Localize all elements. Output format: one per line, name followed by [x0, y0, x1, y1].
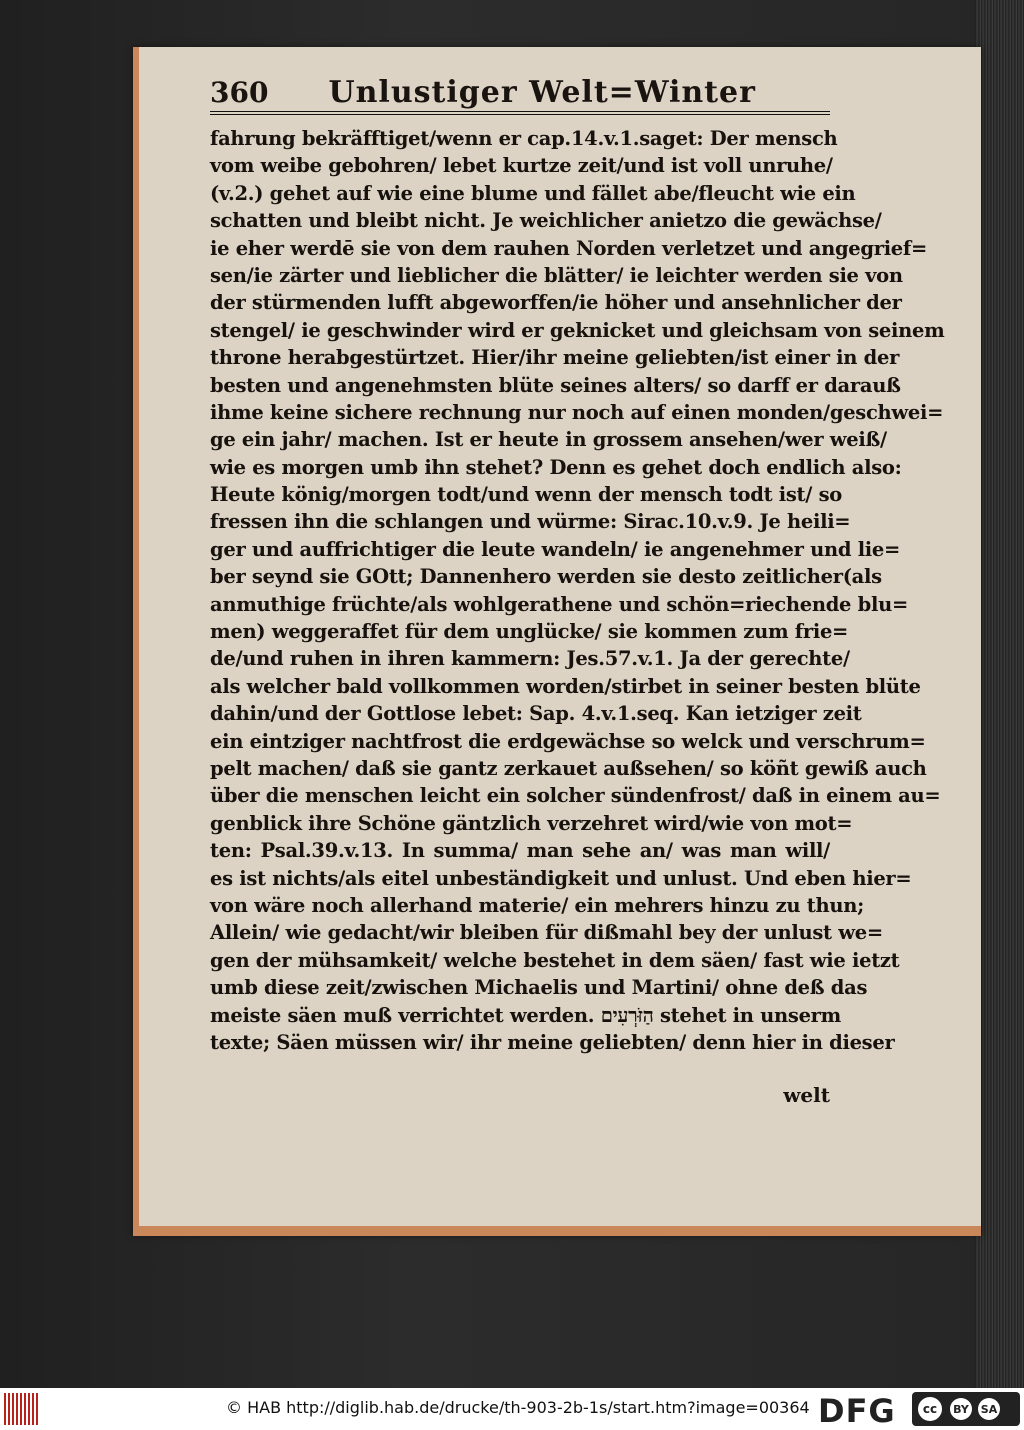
text-line: umb diese zeit/zwischen Michaelis und Martini/ ohne deß das — [210, 976, 868, 1000]
text-line: meiste säen muß verrichtet werden. הַזֹּרְעִים stehet in unserm — [210, 1003, 841, 1027]
page-header — [210, 75, 830, 115]
text-line: besten und angenehmsten blüte seines alters/ so darff er darauß — [210, 373, 901, 397]
text-line: als welcher bald vollkommen worden/stirbet in seiner besten blüte — [210, 674, 921, 698]
viewer-footer — [0, 1388, 1024, 1430]
text-line: de/und ruhen in ihren kammern: Jes.57.v.1. Ja der gerechte/ — [210, 647, 850, 671]
text-line: ger und auffrichtiger die leute wandeln/ ie angenehmer und lie= — [210, 537, 901, 561]
text-line: fressen ihn die schlangen und würme: Sirac.10.v.9. Je heili= — [210, 510, 851, 534]
text-line: (v.2.) gehet auf wie eine blume und fället abe/fleucht wie ein — [210, 181, 856, 205]
text-line: ein eintziger nachtfrost die erdgewächse so welck und verschrum= — [210, 729, 926, 753]
text-line: ten: Psal.39.v.13. In summa/ man sehe an/ was man will/ — [210, 839, 830, 863]
text-line: wie es morgen umb ihn stehet? Denn es gehet doch endlich also: — [210, 455, 902, 479]
text-line: gen der mühsamkeit/ welche bestehet in dem säen/ fast wie ietzt — [210, 948, 900, 972]
text-line: ie eher werdē sie von dem rauhen Norden verletzet und angegrief= — [210, 236, 928, 260]
body-text — [210, 125, 945, 1056]
text-line: sen/ie zärter und lieblicher die blätter/ ie leichter werden sie von — [210, 263, 903, 287]
text-line: pelt machen/ daß sie gantz zerkauet außsehen/ so köñt gewiß auch — [210, 756, 927, 780]
by-icon: BY — [950, 1398, 972, 1420]
catchword: welt — [783, 1083, 830, 1107]
text-line: fahrung bekräfftiget/wenn er cap.14.v.1.saget: Der mensch — [210, 127, 838, 150]
text-line: men) weggeraffet für dem unglücke/ sie kommen zum frie= — [210, 620, 849, 644]
book-edge — [975, 0, 1024, 1388]
barcode-icon — [4, 1393, 38, 1425]
text-line: schatten und bleibt nicht. Je weichlicher anietzo die gewächse/ — [210, 209, 882, 233]
text-line: stengel/ ie geschwinder wird er geknicket und gleichsam von seinem — [210, 318, 945, 342]
text-line: throne herabgestürtzet. Hier/ihr meine geliebten/ist einer in der — [210, 346, 900, 370]
sa-icon: SA — [978, 1398, 1000, 1420]
text-line: anmuthige früchte/als wohlgerathene und schön=riechende blu= — [210, 592, 909, 616]
text-line: ihme keine sichere rechnung nur noch auf einen monden/geschwei= — [210, 400, 944, 424]
text-line: von wäre noch allerhand materie/ ein mehrers hinzu zu thun; — [210, 893, 865, 917]
page-edge — [133, 1226, 981, 1236]
text-line: es ist nichts/als eitel unbeständigkeit und unlust. Und eben hier= — [210, 866, 912, 890]
cc-license-badge[interactable] — [912, 1392, 1020, 1426]
running-title: Unlustiger Welt=Winter — [328, 75, 756, 110]
text-line: der stürmenden lufft abgeworffen/ie höher und ansehnlicher der — [210, 291, 902, 315]
copyright-link[interactable]: © HAB http://diglib.hab.de/drucke/th-903-2b-1s/start.htm?image=00364 — [226, 1398, 810, 1417]
text-line: Heute könig/morgen todt/und wenn der mensch todt ist/ so — [210, 483, 842, 507]
text-line: ber seynd sie GOtt; Dannenhero werden sie desto zeitlicher(als — [210, 565, 882, 589]
text-line: dahin/und der Gottlose lebet: Sap. 4.v.1.seq. Kan ietziger zeit — [210, 702, 862, 726]
page-number: 360 — [210, 76, 269, 109]
text-line: Allein/ wie gedacht/wir bleiben für dißmahl bey der unlust we= — [210, 921, 883, 945]
dfg-logo: DFG — [818, 1392, 896, 1430]
cc-icon: cc — [916, 1395, 944, 1423]
text-line: vom weibe gebohren/ lebet kurtze zeit/und ist voll unruhe/ — [210, 154, 833, 178]
text-line: texte; Säen müssen wir/ ihr meine geliebten/ denn hier in dieser — [210, 1030, 895, 1054]
text-line: genblick ihre Schöne gäntzlich verzehret wird/wie von mot= — [210, 811, 853, 835]
text-line: ge ein jahr/ machen. Ist er heute in grossem ansehen/wer weiß/ — [210, 428, 887, 452]
text-line: über die menschen leicht ein solcher sündenfrost/ daß in einem au= — [210, 784, 941, 808]
